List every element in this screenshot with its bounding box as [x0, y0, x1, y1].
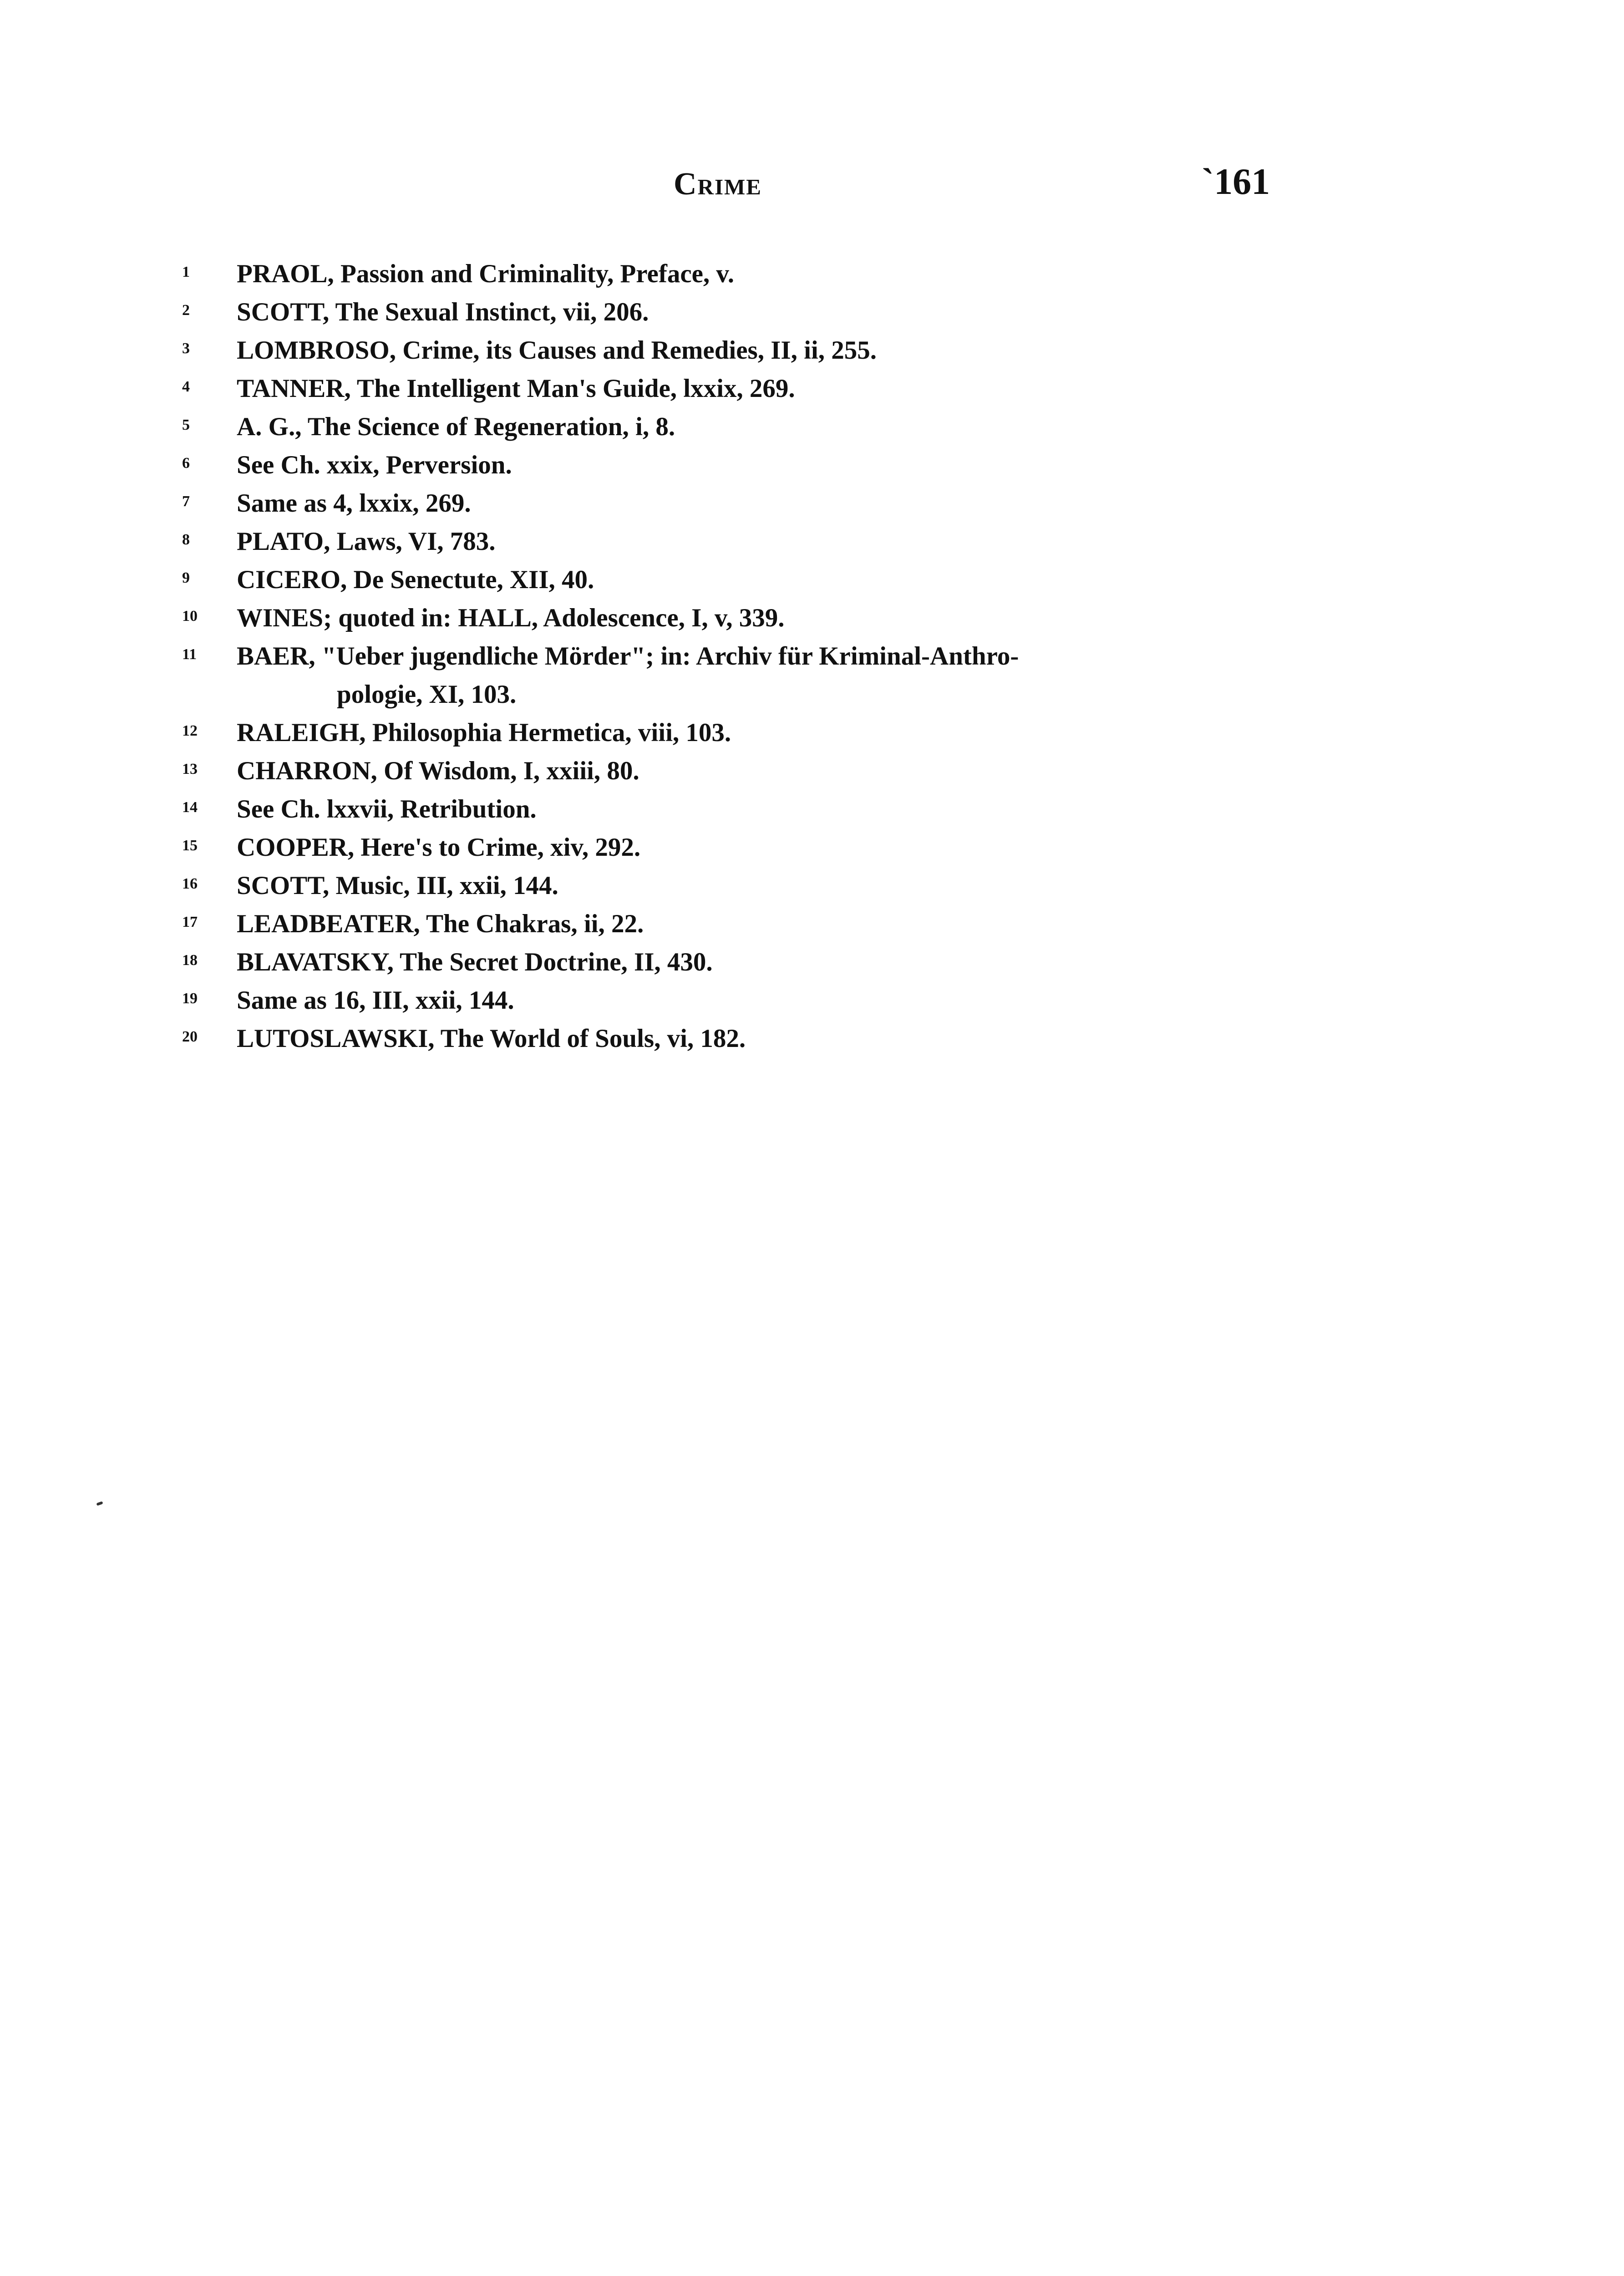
footnote-text: See Ch. xxix, Perversion. [237, 451, 512, 479]
footnote-text: LOMBROSO, Crime, its Causes and Remedies, II, ii, 255. [237, 336, 877, 365]
footnote-text: A. G., The Science of Regeneration, i, 8. [237, 412, 675, 441]
footnote-9 [182, 561, 1329, 599]
footnote-text: Same as 16, III, xxii, 144. [237, 986, 514, 1015]
footnote-13 [182, 752, 1329, 790]
footnote-list [182, 255, 1329, 1058]
footnote-5 [182, 408, 1329, 446]
footnote-text: LEADBEATER, The Chakras, ii, 22. [237, 909, 644, 938]
footnote-1 [182, 255, 1329, 293]
footnote-number: 5 [182, 417, 190, 433]
footnote-number: 13 [182, 761, 198, 777]
footnote-number: 6 [182, 455, 190, 472]
footnote-10 [182, 599, 1329, 637]
footnote-text: SCOTT, Music, III, xxii, 144. [237, 871, 558, 900]
footnote-text: WINES; quoted in: HALL, Adolescence, I, v, 339. [237, 604, 785, 632]
footnote-number: 9 [182, 569, 190, 586]
footnote-17 [182, 905, 1329, 943]
footnote-number: 2 [182, 302, 190, 319]
footnote-number: 11 [182, 646, 197, 663]
stray-ink-mark [96, 1501, 103, 1506]
footnote-number: 18 [182, 952, 198, 969]
footnote-number: 4 [182, 378, 190, 395]
footnote-18 [182, 943, 1329, 981]
footnote-number: 20 [182, 1028, 198, 1045]
footnote-11 [182, 637, 1329, 714]
footnote-4 [182, 370, 1329, 408]
footnote-12 [182, 714, 1329, 752]
footnote-text: CICERO, De Senectute, XII, 40. [237, 565, 594, 594]
footnote-7 [182, 484, 1329, 523]
footnote-number: 17 [182, 914, 198, 930]
footnote-20 [182, 1020, 1329, 1058]
footnote-number: 14 [182, 799, 198, 816]
footnote-number: 1 [182, 264, 190, 280]
footnote-number: 3 [182, 340, 190, 357]
footnote-text: RALEIGH, Philosophia Hermetica, viii, 103. [237, 718, 731, 747]
footnote-text: BAER, "Ueber jugendliche Mörder"; in: Archiv für Kriminal-Anthro- [237, 642, 1019, 671]
footnote-15 [182, 828, 1329, 867]
footnote-16 [182, 867, 1329, 905]
footnote-text: TANNER, The Intelligent Man's Guide, lxxix, 269. [237, 374, 795, 403]
footnote-number: 8 [182, 531, 190, 548]
footnote-continuation: pologie, XI, 103. [337, 680, 517, 709]
page-header [0, 159, 1624, 209]
footnote-number: 12 [182, 722, 198, 739]
footnote-text: SCOTT, The Sexual Instinct, vii, 206. [237, 298, 649, 326]
footnote-text: CHARRON, Of Wisdom, I, xxiii, 80. [237, 757, 639, 785]
footnote-6 [182, 446, 1329, 484]
footnote-19 [182, 981, 1329, 1020]
footnote-number: 7 [182, 493, 190, 510]
footnote-2 [182, 293, 1329, 331]
footnote-number: 10 [182, 608, 198, 625]
footnote-text: See Ch. lxxvii, Retribution. [237, 795, 537, 823]
footnote-number: 19 [182, 990, 198, 1007]
running-title: Crime [674, 167, 762, 202]
footnote-14 [182, 790, 1329, 828]
footnote-text: PRAOL, Passion and Criminality, Preface, v. [237, 259, 735, 288]
footnote-text: BLAVATSKY, The Secret Doctrine, II, 430. [237, 948, 713, 976]
footnote-text: LUTOSLAWSKI, The World of Souls, vi, 182. [237, 1024, 746, 1053]
footnote-text: COOPER, Here's to Crime, xiv, 292. [237, 833, 641, 862]
page-number: `161 [1202, 161, 1270, 202]
footnote-text: Same as 4, lxxix, 269. [237, 489, 471, 518]
footnote-number: 16 [182, 875, 198, 892]
footnote-8 [182, 523, 1329, 561]
footnote-3 [182, 331, 1329, 370]
footnote-text: PLATO, Laws, VI, 783. [237, 527, 496, 556]
footnote-number: 15 [182, 837, 198, 854]
